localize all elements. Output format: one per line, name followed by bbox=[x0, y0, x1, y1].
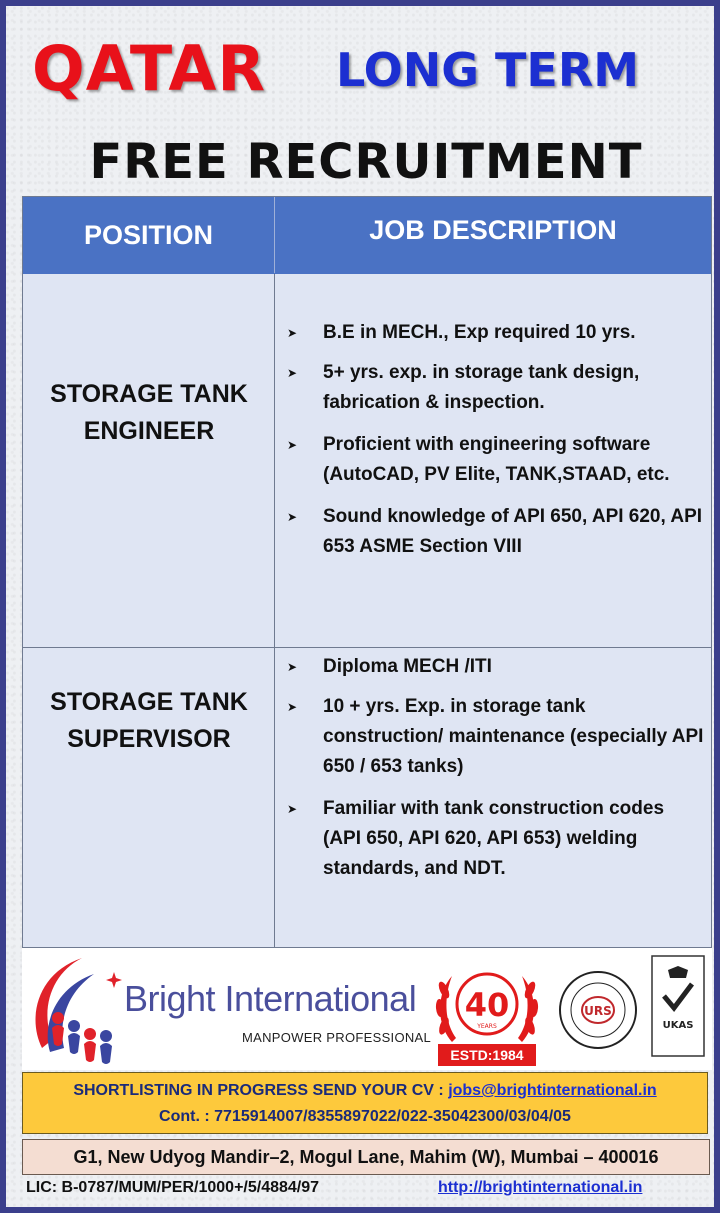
estd-label: ESTD:1984 bbox=[438, 1044, 536, 1066]
headline: FREE RECRUITMENT bbox=[89, 134, 643, 190]
list-item bbox=[287, 692, 707, 782]
position-cell bbox=[23, 274, 275, 647]
bullet-text: 5+ yrs. exp. in storage tank design, fabrication & inspection. bbox=[323, 362, 640, 413]
bullet-arrow-icon: ➤ bbox=[287, 700, 298, 714]
urs-text: URS bbox=[584, 1004, 612, 1018]
position-line: STORAGE TANK bbox=[50, 688, 248, 716]
bullet-arrow-icon: ➤ bbox=[287, 326, 298, 340]
bullet-arrow-icon: ➤ bbox=[287, 366, 298, 380]
title-row bbox=[6, 34, 720, 104]
bullet-text: Sound knowledge of API 650, API 620, API 653 ASME Section VIII bbox=[323, 506, 703, 557]
column-header-position: POSITION bbox=[23, 197, 275, 273]
urs-certification-icon bbox=[552, 948, 644, 1070]
anniversary-sub: YEARS bbox=[477, 1023, 497, 1030]
bullet-arrow-icon: ➤ bbox=[287, 660, 298, 674]
ukas-certification-icon bbox=[644, 948, 712, 1070]
bullet-text: Diploma MECH /ITI bbox=[323, 656, 492, 677]
list-item bbox=[287, 358, 707, 418]
company-tagline: MANPOWER PROFESSIONAL bbox=[242, 1030, 432, 1045]
description-cell bbox=[275, 274, 711, 647]
bullet-text: Proficient with engineering software (AutoCAD, PV Elite, TANK,STAAD, etc. bbox=[323, 434, 670, 485]
bullet-arrow-icon: ➤ bbox=[287, 510, 298, 524]
phone-numbers: Cont. : 7715914007/8355897022/022-35042300/03/04/05 bbox=[159, 1108, 571, 1125]
bullet-text: 10 + yrs. Exp. in storage tank construction/ maintenance (especially API 650 / 653 tanks) bbox=[323, 696, 704, 777]
cv-line bbox=[23, 1081, 707, 1101]
email-link[interactable]: jobs@brightinternational.in bbox=[448, 1082, 657, 1099]
list-item bbox=[287, 430, 707, 490]
table-row bbox=[23, 647, 711, 947]
description-cell bbox=[275, 648, 711, 947]
country-title: QATAR bbox=[32, 32, 267, 105]
position-line: STORAGE TANK bbox=[50, 380, 248, 408]
bullet-arrow-icon: ➤ bbox=[287, 802, 298, 816]
term-title: LONG TERM bbox=[336, 43, 640, 97]
address: G1, New Udyog Mandir–2, Mogul Lane, Mahim (W), Mumbai – 400016 bbox=[22, 1139, 710, 1175]
list-item bbox=[287, 652, 707, 682]
column-header-description: JOB DESCRIPTION bbox=[275, 197, 711, 273]
table-row bbox=[23, 273, 711, 647]
list-item bbox=[287, 794, 707, 884]
bullet-text: B.E in MECH., Exp required 10 yrs. bbox=[323, 322, 636, 343]
list-item bbox=[287, 318, 707, 348]
anniversary-number: 40 bbox=[464, 986, 510, 1024]
position-title bbox=[23, 376, 275, 450]
ukas-text: UKAS bbox=[662, 1020, 694, 1031]
position-cell bbox=[23, 648, 275, 947]
company-name: Bright International bbox=[124, 978, 417, 1019]
cv-prompt: SHORTLISTING IN PROGRESS SEND YOUR CV : bbox=[73, 1082, 449, 1099]
jobs-table bbox=[22, 196, 712, 948]
position-line: SUPERVISOR bbox=[67, 725, 231, 753]
cv-callout bbox=[22, 1072, 708, 1134]
license-number: LIC: B-0787/MUM/PER/1000+/5/4884/97 bbox=[26, 1179, 320, 1196]
position-title bbox=[23, 684, 275, 758]
position-line: ENGINEER bbox=[83, 417, 215, 445]
bullet-arrow-icon: ➤ bbox=[287, 438, 298, 452]
list-item bbox=[287, 502, 707, 562]
logo-strip bbox=[22, 948, 712, 1070]
bullet-text: Familiar with tank construction codes (API 650, API 620, API 653) welding standards, and NDT. bbox=[323, 798, 665, 879]
website-link[interactable]: http://brightinternational.in bbox=[438, 1179, 643, 1196]
